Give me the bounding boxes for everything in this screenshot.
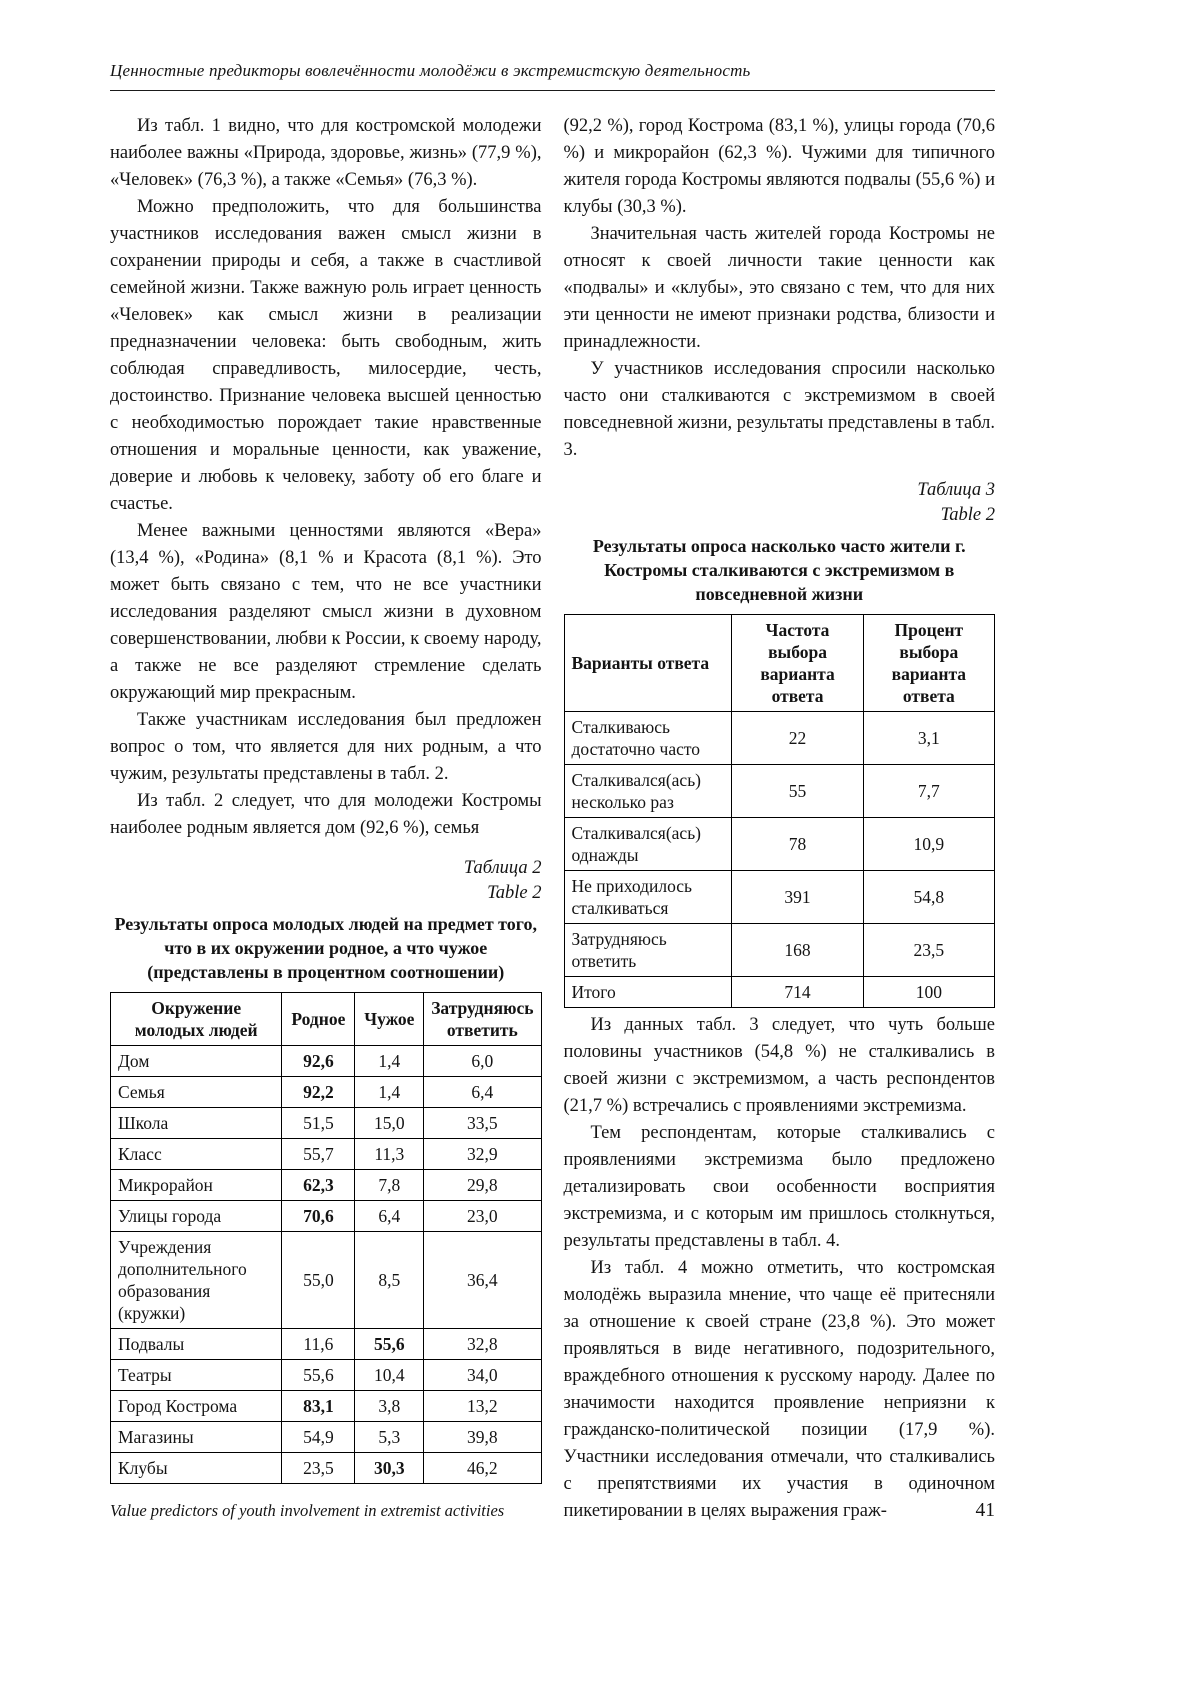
row-label: Улицы города — [111, 1201, 282, 1232]
row-label: Сталкивался(ась) однажды — [564, 818, 732, 871]
row-label: Сталкивался(ась) несколько раз — [564, 765, 732, 818]
table-2-caption-ru: Таблица 2 — [463, 858, 542, 878]
cell-value: 100 — [863, 977, 994, 1008]
cell-value: 55,0 — [282, 1232, 355, 1329]
table-row — [111, 1046, 542, 1077]
cell-value: 714 — [732, 977, 863, 1008]
cell-value: 6,4 — [424, 1077, 541, 1108]
table-row — [564, 924, 995, 977]
column-header: Затрудняюсь ответить — [424, 993, 541, 1046]
running-header — [110, 60, 995, 91]
cell-value: 55 — [732, 765, 863, 818]
cell-value: 11,3 — [355, 1139, 424, 1170]
table-3-caption-en: Table 2 — [940, 505, 995, 525]
table-row — [111, 1422, 542, 1453]
table-2-caption-en: Table 2 — [487, 883, 542, 903]
table-row — [564, 871, 995, 924]
cell-value: 39,8 — [424, 1422, 541, 1453]
cell-value: 7,8 — [355, 1170, 424, 1201]
cell-value: 7,7 — [863, 765, 994, 818]
cell-value: 62,3 — [282, 1170, 355, 1201]
cell-value: 6,0 — [424, 1046, 541, 1077]
row-label: Магазины — [111, 1422, 282, 1453]
cell-value: 36,4 — [424, 1232, 541, 1329]
table-row — [111, 1170, 542, 1201]
row-label: Не приходилось сталкиваться — [564, 871, 732, 924]
cell-value: 22 — [732, 712, 863, 765]
cell-value: 54,8 — [863, 871, 994, 924]
paragraph: Также участникам исследования был предложен вопрос о том, что является для них родным, а что чужим, результаты представлены в табл. 2. — [110, 710, 542, 784]
paragraph: Из табл. 4 можно отметить, что костромская молодёжь выразила мнение, что чаще её притесняли за отношение к своей стране (23,8 %). Это может проявляться в виде негативного, подозрительного, враждебного отношения к русскому народу. Далее по значимости находится проявление неприязни к гражданско-политической позиции (17,9 %). Участники исследования отмечали, что сталкивались с препятствиями их участия в одиночном пикетировании в целях выражения граж- — [563, 1258, 995, 1521]
cell-value: 1,4 — [355, 1077, 424, 1108]
cell-value: 32,8 — [424, 1329, 541, 1360]
table-row — [111, 1360, 542, 1391]
table-row — [111, 1391, 542, 1422]
table-row — [564, 765, 995, 818]
cell-value: 13,2 — [424, 1391, 541, 1422]
column-header: Окружение молодых людей — [111, 993, 282, 1046]
cell-value: 33,5 — [424, 1108, 541, 1139]
cell-value: 23,5 — [863, 924, 994, 977]
cell-value: 23,0 — [424, 1201, 541, 1232]
right-column — [564, 113, 996, 1525]
page-footer — [110, 1500, 995, 1522]
page-number: 41 — [975, 1500, 995, 1521]
row-label: Подвалы — [111, 1329, 282, 1360]
table-header-row — [564, 615, 995, 712]
cell-value: 23,5 — [282, 1453, 355, 1484]
cell-value: 83,1 — [282, 1391, 355, 1422]
row-label: Дом — [111, 1046, 282, 1077]
cell-value: 10,4 — [355, 1360, 424, 1391]
cell-value: 6,4 — [355, 1201, 424, 1232]
table-3-caption — [564, 478, 996, 528]
table-3-caption-ru: Таблица 3 — [917, 480, 995, 500]
column-header: Чужое — [355, 993, 424, 1046]
cell-value: 3,8 — [355, 1391, 424, 1422]
table-row — [111, 1108, 542, 1139]
row-label: Школа — [111, 1108, 282, 1139]
paragraph: Из табл. 2 следует, что для молодежи Костромы наиболее родным является дом (92,6 %), семья — [110, 791, 542, 838]
row-label: Итого — [564, 977, 732, 1008]
cell-value: 55,6 — [355, 1329, 424, 1360]
cell-value: 92,6 — [282, 1046, 355, 1077]
table-header-row — [111, 993, 542, 1046]
footer-running-title: Value predictors of youth involvement in extremist activities — [110, 1501, 505, 1520]
row-label: Семья — [111, 1077, 282, 1108]
row-label: Сталкиваюсь достаточно часто — [564, 712, 732, 765]
cell-value: 29,8 — [424, 1170, 541, 1201]
column-header: Варианты ответа — [564, 615, 732, 712]
cell-value: 391 — [732, 871, 863, 924]
table-row — [111, 1232, 542, 1329]
left-column — [110, 113, 542, 1525]
column-header: Частота выбора варианта ответа — [732, 615, 863, 712]
row-label: Город Кострома — [111, 1391, 282, 1422]
paragraph: У участников исследования спросили насколько часто они сталкиваются с экстремизмом в своей повседневной жизни, результаты представлены в табл. 3. — [563, 359, 995, 460]
cell-value: 78 — [732, 818, 863, 871]
cell-value: 92,2 — [282, 1077, 355, 1108]
cell-value: 10,9 — [863, 818, 994, 871]
row-label: Театры — [111, 1360, 282, 1391]
two-column-layout — [110, 113, 995, 1525]
cell-value: 15,0 — [355, 1108, 424, 1139]
paragraph: (92,2 %), город Кострома (83,1 %), улицы города (70,6 %) и микрорайон (62,3 %). Чужими для типичного жителя города Костромы являются подвалы (55,6 %) и клубы (30,3 %). — [563, 116, 995, 217]
cell-value: 3,1 — [863, 712, 994, 765]
cell-value: 168 — [732, 924, 863, 977]
paragraph: Из данных табл. 3 следует, что чуть больше половины участников (54,8 %) не сталкивались в своей жизни с экстремизмом, а часть респондентов (21,7 %) встречались с проявлениями экстремизма. — [563, 1015, 995, 1116]
cell-value: 34,0 — [424, 1360, 541, 1391]
row-label: Класс — [111, 1139, 282, 1170]
paragraph: Из табл. 1 видно, что для костромской молодежи наиболее важны «Природа, здоровье, жизнь» (77,9 %), «Человек» (76,3 %), а также «Семья» (76,3 %). — [110, 116, 542, 190]
cell-value: 1,4 — [355, 1046, 424, 1077]
table-row — [111, 1201, 542, 1232]
paragraph: Менее важными ценностями являются «Вера» (13,4 %), «Родина» (8,1 % и Красота (8,1 %). Это может быть связано с тем, что не все участники исследования разделяют смысл жизни в духовном совершенствовании, любви к России, к своему народу, а также не все разделяют стремление сделать окружающий мир прекрасным. — [110, 521, 542, 703]
table-row — [564, 818, 995, 871]
cell-value: 55,6 — [282, 1360, 355, 1391]
table-row — [111, 1329, 542, 1360]
row-label: Клубы — [111, 1453, 282, 1484]
paragraph: Можно предположить, что для большинства участников исследования важен смысл жизни в сохранении природы и себя, а также в счастливой семейной жизни. Также важную роль играет ценность «Человек» как смысл жизни в реализации предназначении человека: быть свободным, жить соблюдая справедливость, милосердие, честь, достоинство. Признание человека высшей ценностью с необходимостью порождает такие нравственные отношения и моральные ценности, как уважение, доверие и любовь к человеку, заботу об его благе и счастье. — [110, 197, 542, 514]
table-3-title: Результаты опроса насколько часто жители г. Костромы сталкиваются с экстремизмом в повседневной жизни — [592, 536, 966, 604]
cell-value: 54,9 — [282, 1422, 355, 1453]
row-label: Учреждения дополнительного образования (кружки) — [111, 1232, 282, 1329]
column-header: Родное — [282, 993, 355, 1046]
running-header-title: Ценностные предикторы вовлечённости молодёжи в экстремистскую деятельность — [110, 61, 751, 80]
row-label: Микрорайон — [111, 1170, 282, 1201]
cell-value: 46,2 — [424, 1453, 541, 1484]
table-2-title: Результаты опроса молодых людей на предмет того, что в их окружении родное, а что чужое (представлены в процентном соотношении) — [114, 914, 538, 982]
cell-value: 5,3 — [355, 1422, 424, 1453]
cell-value: 8,5 — [355, 1232, 424, 1329]
table-row — [564, 977, 995, 1008]
table-row — [111, 1077, 542, 1108]
column-header: Процент выбора варианта ответа — [863, 615, 994, 712]
cell-value: 30,3 — [355, 1453, 424, 1484]
table-row — [111, 1139, 542, 1170]
cell-value: 11,6 — [282, 1329, 355, 1360]
row-label: Затрудняюсь ответить — [564, 924, 732, 977]
cell-value: 32,9 — [424, 1139, 541, 1170]
table-row — [564, 712, 995, 765]
table-2-caption — [110, 856, 542, 906]
table-row — [111, 1453, 542, 1484]
cell-value: 70,6 — [282, 1201, 355, 1232]
cell-value: 51,5 — [282, 1108, 355, 1139]
cell-value: 55,7 — [282, 1139, 355, 1170]
paragraph: Значительная часть жителей города Костромы не относят к своей личности такие ценности как «подвалы» и «клубы», это связано с тем, что для них эти ценности не имеют признаки родства, близости и принадлежности. — [563, 224, 995, 352]
table-2-environment — [110, 992, 542, 1484]
table-3-extremism-frequency — [564, 614, 996, 1008]
paragraph: Тем респондентам, которые сталкивались с проявлениями экстремизма было предложено детализировать свои особенности восприятия экстремизма, и с которым им пришлось столкнуться, результаты представлены в табл. 4. — [563, 1123, 995, 1251]
